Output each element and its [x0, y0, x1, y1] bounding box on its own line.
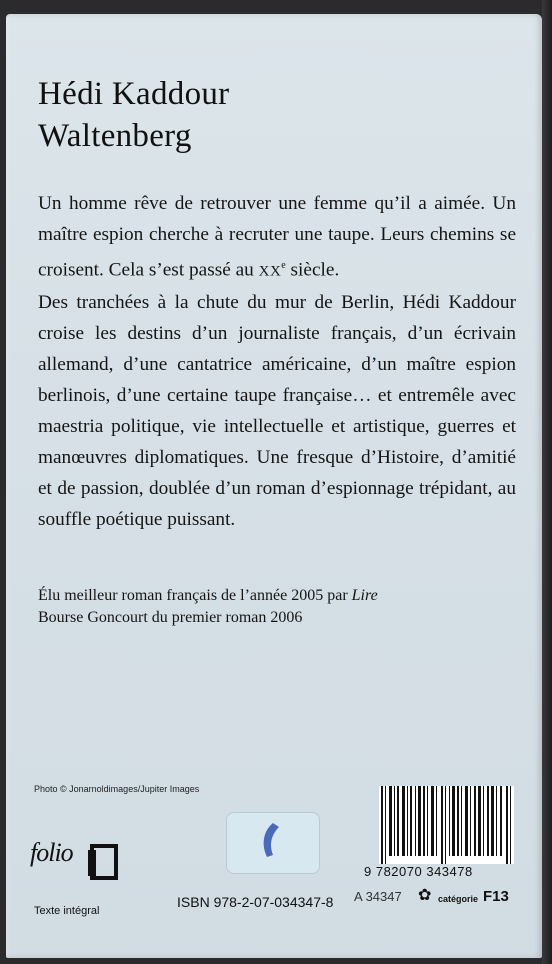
award-1-text: Élu meilleur roman français de l’année 2005 par: [38, 587, 352, 604]
awards: [38, 585, 378, 629]
century-superscript: e: [281, 260, 286, 271]
book-title: Waltenberg: [38, 118, 192, 154]
sticker-mark-icon: [257, 821, 285, 861]
edition-label: Texte intégral: [34, 905, 100, 917]
folio-logo-icon: [86, 842, 120, 880]
category-symbol-icon: ✿: [418, 887, 432, 904]
library-sticker: [226, 812, 320, 874]
award-line-1: [38, 585, 378, 607]
book-edge: [542, 0, 552, 964]
isbn: ISBN 978-2-07-034347-8: [177, 894, 334, 910]
century-numeral: XX: [258, 263, 282, 280]
photo-credit: Photo © Jonarnoldimages/Jupiter Images: [34, 784, 200, 794]
barcode: [379, 786, 514, 864]
blurb-paragraph-2: Des tranchées à la chute du mur de Berlin, Hédi Kaddour croise les destins d’un journaliste français, d’un écrivain allemand, d’une cantatrice américaine, d’un maître espion berlinois, d’une certaine taupe française… et entremêle avec maestria politique, vie intellectuelle et artistique, guerres et manœuvres diplomatiques. Une fresque d’Histoire, d’amitié et de passion, doublée d’un roman d’espionnage trépidant, au souffle poétique puissant.: [38, 292, 516, 531]
award-line-2: Bourse Goncourt du premier roman 2006: [38, 609, 303, 626]
barcode-bars: [381, 786, 511, 864]
internal-code: A 34347: [354, 889, 402, 904]
award-1-source: Lire: [351, 587, 378, 604]
blurb: [38, 188, 516, 535]
category-label: catégorie: [438, 894, 479, 904]
folio-logo: folio: [30, 838, 73, 867]
author-name: Hédi Kaddour: [38, 76, 230, 112]
barcode-digits: 9 782070 343478: [364, 864, 473, 879]
blurb-paragraph-1: [38, 188, 516, 287]
blurb-p1-text: Un homme rêve de retrouver une femme qu’il a aimée. Un maître espion cherche à recruter une taupe. Leurs chemins se croisent. Cela s’est passé au: [38, 193, 516, 281]
category-code: F13: [483, 888, 509, 905]
blurb-p1-end: siècle.: [285, 259, 340, 281]
